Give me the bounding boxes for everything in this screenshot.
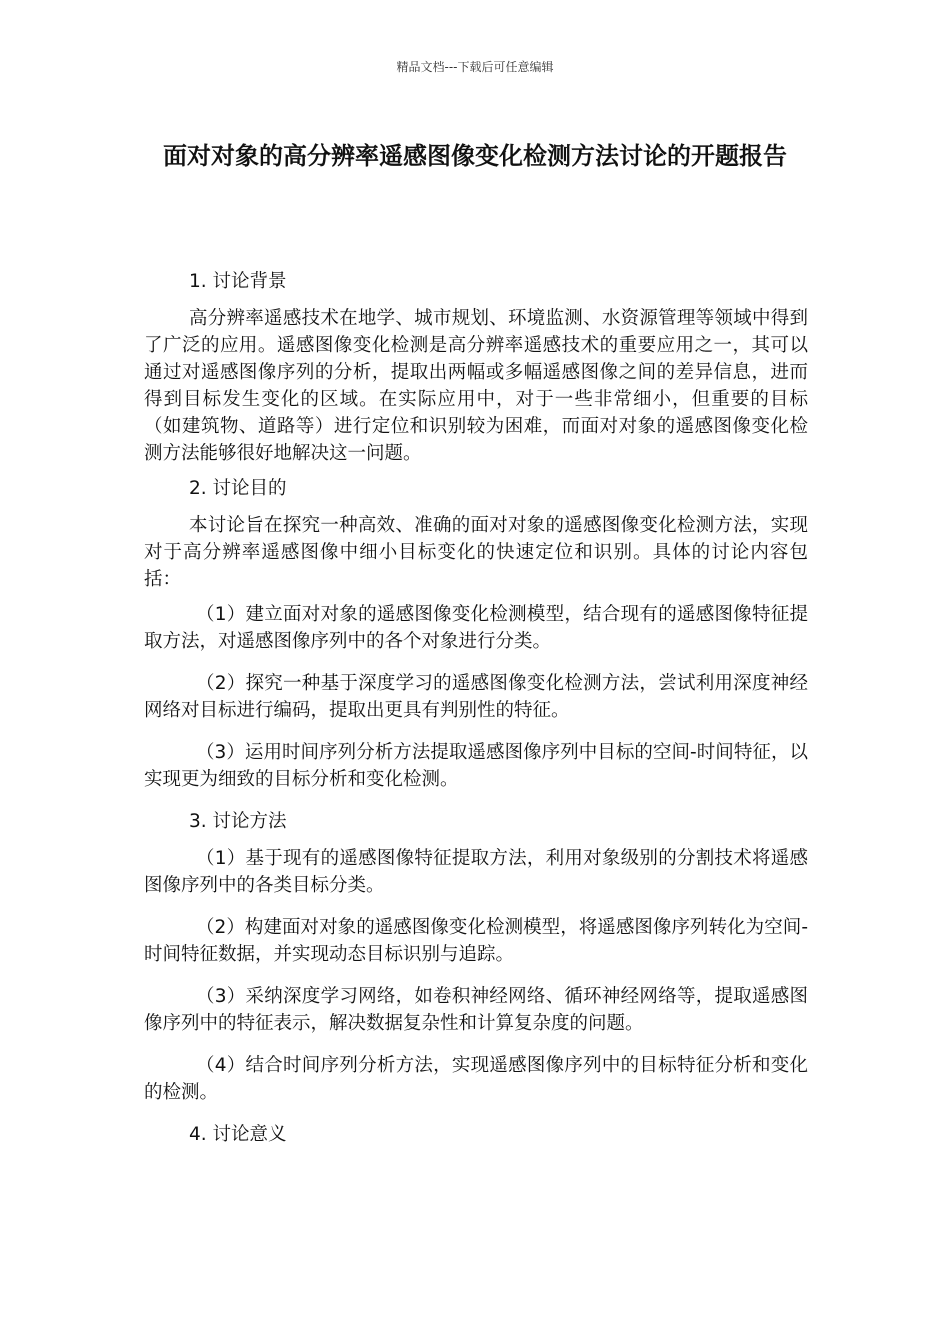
section-heading-background: 1. 讨论背景 — [189, 271, 287, 292]
document-title: 面对对象的高分辨率遥感图像变化检测方法讨论的开题报告 — [163, 142, 787, 170]
purpose-item-2: （2）探究一种基于深度学习的遥感图像变化检测方法，尝试利用深度神经网络对目标进行编码，提取出更具有判别性的特征。 — [144, 673, 808, 721]
background-paragraph: 高分辨率遥感技术在地学、城市规划、环境监测、水资源管理等领域中得到了广泛的应用。遥感图像变化检测是高分辨率遥感技术的重要应用之一，其可以通过对遥感图像序列的分析，提取出两幅或多幅遥感图像之间的差异信息，进而得到目标发生变化的区域。在实际应用中，对于一些非常细小，但重要的目标（如建筑物、道路等）进行定位和识别较为困难，而面对对象的遥感图像变化检测方法能够很好地解决这一问题。 — [144, 308, 808, 464]
method-item-3: （3）采纳深度学习网络，如卷积神经网络、循环神经网络等，提取遥感图像序列中的特征表示，解决数据复杂性和计算复杂度的问题。 — [144, 986, 808, 1034]
method-item-4: （4）结合时间序列分析方法，实现遥感图像序列中的目标特征分析和变化的检测。 — [144, 1055, 808, 1103]
method-item-2: （2）构建面对对象的遥感图像变化检测模型，将遥感图像序列转化为空间-时间特征数据，并实现动态目标识别与追踪。 — [144, 917, 808, 965]
section-heading-purpose: 2. 讨论目的 — [189, 478, 287, 499]
section-heading-significance: 4. 讨论意义 — [189, 1124, 287, 1145]
purpose-paragraph: 本讨论旨在探究一种高效、准确的面对对象的遥感图像变化检测方法，实现对于高分辨率遥感图像中细小目标变化的快速定位和识别。具体的讨论内容包括： — [144, 515, 808, 590]
purpose-item-1: （1）建立面对对象的遥感图像变化检测模型，结合现有的遥感图像特征提取方法，对遥感图像序列中的各个对象进行分类。 — [144, 604, 808, 652]
method-item-1: （1）基于现有的遥感图像特征提取方法，利用对象级别的分割技术将遥感图像序列中的各类目标分类。 — [144, 848, 808, 896]
purpose-item-3: （3）运用时间序列分析方法提取遥感图像序列中目标的空间-时间特征，以实现更为细致的目标分析和变化检测。 — [144, 742, 808, 790]
header-note: 精品文档---下载后可任意编辑 — [396, 60, 554, 74]
section-heading-method: 3. 讨论方法 — [189, 811, 287, 832]
document-body — [144, 268, 808, 1158]
